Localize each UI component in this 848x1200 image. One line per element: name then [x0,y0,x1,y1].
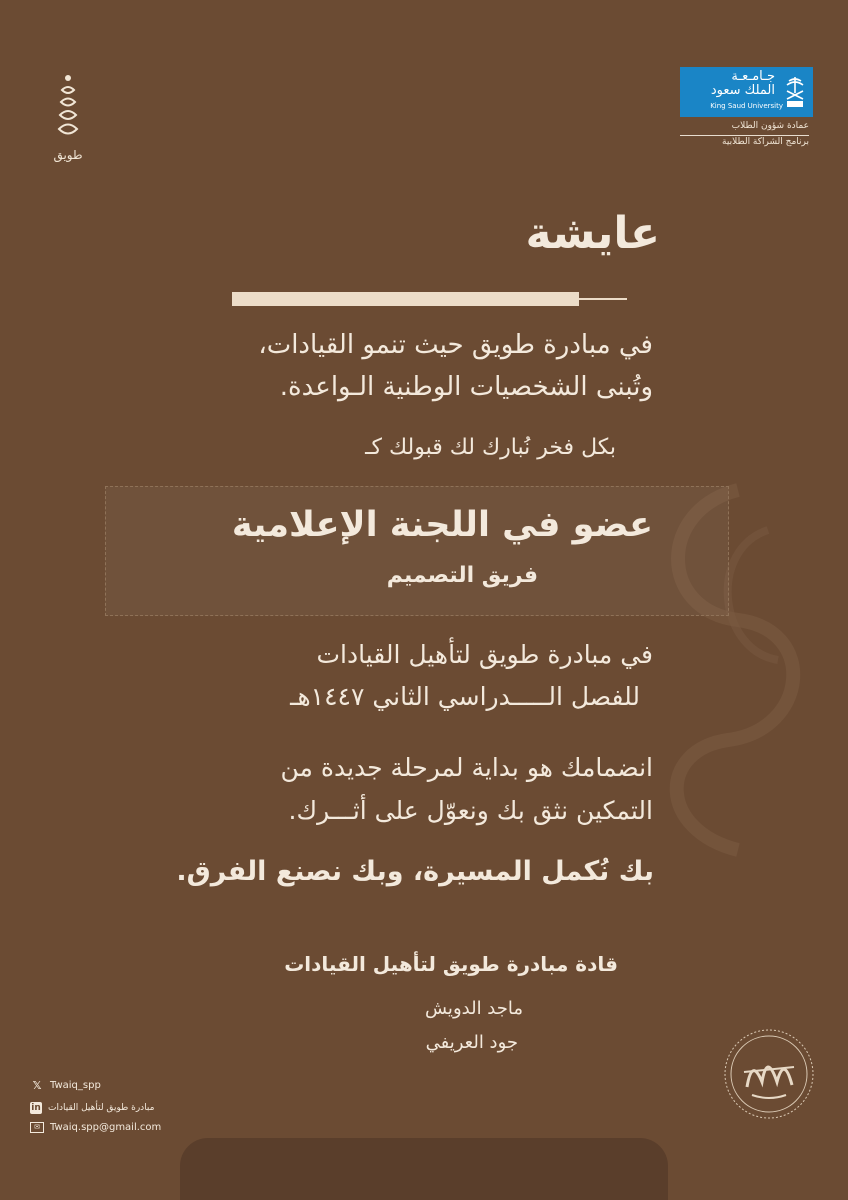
tuwaiq-logo [48,72,88,162]
divider-bar [232,292,579,306]
social-linkedin[interactable] [30,1102,154,1114]
mail-icon: ✉ [30,1122,44,1133]
social-email[interactable] [30,1122,161,1133]
ksu-arabic-line1: جـامـعـة [731,69,775,84]
divider-line [579,298,627,300]
signature-title: قادة مبادرة طويق لتأهيل القيادات [284,952,618,976]
team-name: فريق التصميم [386,563,538,588]
calligraphy-seal-icon [722,1027,816,1121]
intro-line2: وتُبنى الشخصيات الوطنية الـواعدة. [279,372,653,402]
program-line2: للفصل الـــــدراسي الثاني ١٤٤٧هـ [290,682,640,711]
palm-swords-emblem-icon [783,75,807,109]
ksu-logo [680,67,813,149]
x-icon: 𝕏 [32,1078,42,1092]
signer-name: جود العريفي [425,1032,518,1053]
ksu-english-name: King Saud University [710,102,783,110]
ksu-program: برنامج الشراكة الطلابية [722,137,809,147]
message-line1: انضمامك هو بداية لمرحلة جديدة من [280,753,653,782]
program-line1: في مبادرة طويق لتأهيل القيادات [316,640,653,669]
ksu-deanship: عمادة شؤون الطلاب [731,121,809,131]
ksu-logo-box [680,67,813,117]
social-x[interactable] [30,1078,101,1092]
ksu-arabic-line2: الملك سعود [710,83,775,98]
message-line2: التمكين نثق بك ونعوّل على أثـــرك. [288,796,653,825]
recipient-name: عايشة [525,208,660,259]
tuwaiq-emblem-icon [53,72,83,142]
tuwaiq-logo-text: طويق [53,148,83,162]
congrats-text: بكل فخر نُبارك لك قبولك كـ [365,435,616,460]
linkedin-icon: in [31,1103,41,1113]
social-email-address: Twaiq.spp@gmail.com [50,1122,162,1133]
ksu-subtitle [680,120,813,149]
signer-name: ماجد الدويش [424,998,523,1019]
bottom-panel [180,1138,668,1200]
role-title: عضو في اللجنة الإعلامية [231,505,653,545]
slogan: بك نُكمل المسيرة، وبك نصنع الفرق. [176,856,654,887]
social-linkedin-name: مبادرة طويق لتأهيل القيادات [48,1103,155,1113]
title-divider [232,292,627,306]
intro-line1: في مبادرة طويق حيث تنمو القيادات، [258,330,653,360]
social-x-handle: Twaiq_spp [50,1079,101,1091]
